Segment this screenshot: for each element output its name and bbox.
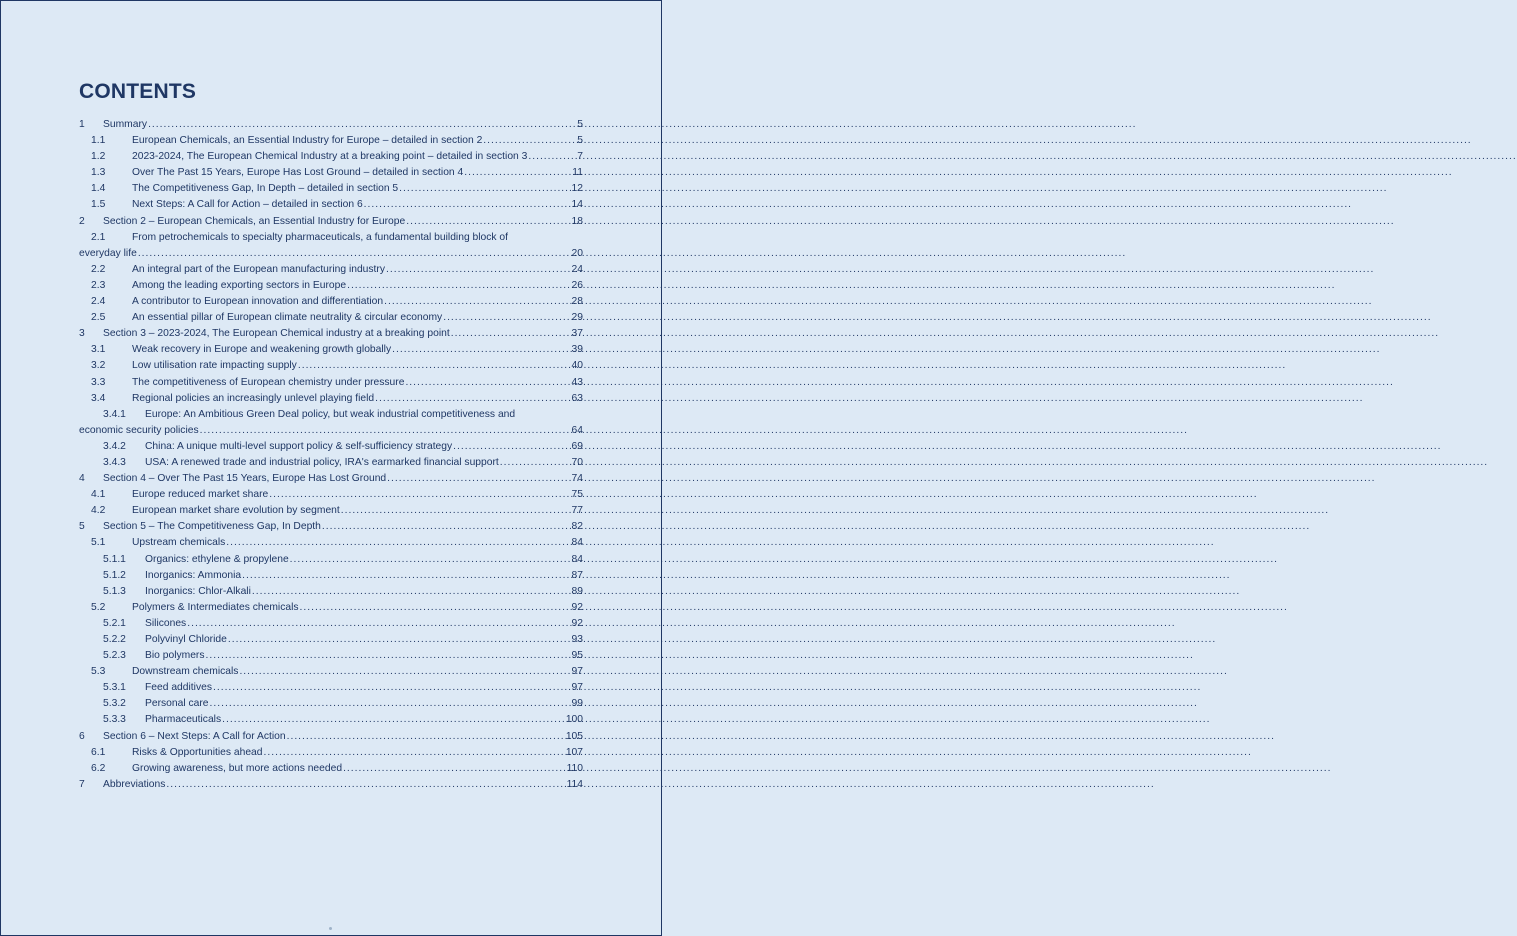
toc-number: 5.2.1 — [103, 617, 126, 629]
toc-page: 74 — [571, 473, 583, 485]
toc-number: 5.2.3 — [103, 650, 126, 662]
toc-page: 100 — [565, 714, 583, 726]
toc-number: 5.3 — [91, 666, 106, 678]
toc-page: 82 — [571, 521, 583, 533]
toc-page: 14 — [571, 199, 583, 211]
toc-title: Weak recovery in Europe and weakening growth globally — [132, 344, 392, 356]
toc-entry[interactable] — [79, 358, 583, 374]
toc-page: 84 — [571, 537, 583, 549]
toc-number: 2.3 — [91, 279, 106, 291]
toc-leader — [386, 262, 570, 278]
toc-title: China: A unique multi-level support policy & self-sufficiency strategy — [145, 440, 453, 452]
toc-entry[interactable] — [79, 471, 583, 487]
toc-number: 1.5 — [91, 199, 106, 211]
toc-entry[interactable] — [79, 616, 583, 632]
toc-number: 5.1 — [91, 537, 106, 549]
toc-page: 92 — [571, 601, 583, 613]
toc-leader — [443, 310, 569, 326]
toc-page: 24 — [571, 263, 583, 275]
toc-page: 29 — [571, 312, 583, 324]
toc-title: Inorganics: Ammonia — [145, 569, 242, 581]
toc-entry[interactable] — [79, 487, 583, 503]
toc-title: From petrochemicals to specialty pharmaceuticals, a fundamental building block of — [132, 231, 509, 243]
toc-leader — [347, 278, 569, 294]
toc-title: USA: A renewed trade and industrial policy, IRA's earmarked financial support — [145, 456, 499, 468]
toc-page: 40 — [571, 360, 583, 372]
toc-title: Regional policies an increasingly unlevel playing field — [132, 392, 375, 404]
toc-title: Next Steps: A Call for Action – detailed in section 6 — [132, 199, 363, 211]
toc-entry[interactable] — [79, 407, 583, 439]
toc-entry[interactable] — [79, 552, 583, 568]
toc-title: Personal care — [145, 698, 209, 710]
toc-title: Growing awareness, but more actions needed — [132, 762, 343, 774]
toc-leader — [166, 777, 564, 793]
toc-leader — [213, 680, 570, 696]
toc-number: 5.3.2 — [103, 698, 126, 710]
toc-leader — [500, 455, 570, 471]
toc-entry[interactable] — [79, 439, 583, 455]
toc-page: 39 — [571, 344, 583, 356]
toc-leader — [210, 696, 570, 712]
toc-entry[interactable] — [79, 632, 583, 648]
toc-number: 3 — [79, 328, 85, 340]
toc-leader — [200, 423, 570, 439]
toc-entry[interactable] — [79, 375, 583, 391]
toc-number: 5.3.1 — [103, 682, 126, 694]
toc-number: 3.4.3 — [103, 456, 126, 468]
toc-title: The Competitiveness Gap, In Depth – detailed in section 5 — [132, 183, 399, 195]
toc-leader — [406, 214, 569, 230]
toc-leader — [298, 358, 570, 374]
toc-entry[interactable] — [79, 342, 583, 358]
toc-leader — [464, 165, 570, 181]
toc-entry[interactable] — [79, 455, 583, 471]
toc-page: 110 — [566, 762, 583, 774]
toc-number: 7 — [79, 778, 85, 790]
toc-title: Among the leading exporting sectors in Europe — [132, 279, 347, 291]
toc-number: 4.2 — [91, 505, 106, 517]
page-footer-marker — [329, 927, 332, 930]
toc-entry[interactable] — [79, 568, 583, 584]
toc-number: 3.3 — [91, 376, 106, 388]
toc-title: Over The Past 15 Years, Europe Has Lost Ground – detailed in section 4 — [132, 167, 464, 179]
toc-entry[interactable] — [79, 696, 583, 712]
toc-entry-first-line — [103, 407, 583, 423]
toc-page: 105 — [565, 730, 583, 742]
toc-title: Low utilisation rate impacting supply — [132, 360, 297, 372]
toc-page: 97 — [571, 666, 583, 678]
toc-number: 1.1 — [91, 135, 106, 147]
toc-leader — [252, 584, 570, 600]
toc-number: 4 — [79, 473, 85, 485]
toc-entry[interactable] — [79, 777, 583, 793]
toc-entry[interactable] — [79, 165, 583, 181]
toc-page: 114 — [566, 778, 583, 790]
toc-leader — [300, 600, 570, 616]
toc-page: 75 — [571, 489, 583, 501]
toc-number: 6 — [79, 730, 85, 742]
toc-title: 2023-2024, The European Chemical Industry at a breaking point – detailed in section 3 — [132, 151, 528, 163]
toc-entry[interactable] — [79, 310, 583, 326]
toc-page: 99 — [571, 698, 583, 710]
toc-page: 11 — [572, 167, 583, 179]
toc-entry[interactable] — [79, 664, 583, 680]
toc-title: Feed additives — [145, 682, 212, 694]
toc-page: 69 — [571, 440, 583, 452]
toc-title: Europe reduced market share — [132, 489, 269, 501]
toc-page: 95 — [571, 650, 583, 662]
toc-page: 70 — [571, 456, 583, 468]
toc-page: 28 — [571, 296, 583, 308]
toc-page: 64 — [571, 424, 583, 436]
toc-number: 5 — [79, 521, 85, 533]
toc-title: Europe: An Ambitious Green Deal policy, but weak industrial competitiveness and — [145, 408, 516, 420]
toc-leader — [239, 664, 569, 680]
toc-number: 1.2 — [91, 151, 106, 163]
toc-page: 89 — [571, 585, 583, 597]
toc-page: 12 — [571, 183, 583, 195]
toc-title: Abbreviations — [103, 778, 166, 790]
toc-title: Upstream chemicals — [132, 537, 226, 549]
toc-leader — [187, 616, 569, 632]
toc-number: 3.4 — [91, 392, 106, 404]
toc-entry[interactable] — [79, 181, 583, 197]
toc-page: 7 — [577, 151, 583, 163]
toc-number: 4.1 — [91, 489, 106, 501]
toc-title: Section 2 – European Chemicals, an Essential Industry for Europe — [103, 215, 406, 227]
table-of-contents — [79, 117, 583, 793]
toc-page: 5 — [577, 119, 583, 130]
toc-title: An integral part of the European manufacturing industry — [132, 263, 385, 275]
toc-leader — [287, 729, 564, 745]
toc-entry[interactable] — [79, 729, 583, 745]
toc-leader — [483, 133, 575, 149]
toc-entry-continuation — [79, 423, 583, 439]
toc-title: Section 6 – Next Steps: A Call for Action — [103, 730, 286, 742]
toc-page: 63 — [571, 392, 583, 404]
toc-number: 5.1.2 — [103, 569, 126, 581]
toc-title: European market share evolution by segment — [132, 505, 340, 517]
toc-page: 84 — [571, 553, 583, 565]
toc-title: Section 4 – Over The Past 15 Years, Europe Has Lost Ground — [103, 473, 387, 485]
toc-entry[interactable] — [79, 712, 583, 728]
toc-page: 77 — [571, 505, 583, 517]
toc-page: 107 — [565, 746, 583, 758]
toc-entry[interactable] — [79, 117, 583, 133]
toc-number: 3.4.1 — [103, 408, 126, 420]
toc-page: 18 — [571, 215, 583, 227]
toc-title: European Chemicals, an Essential Industry for Europe – detailed in section 2 — [132, 135, 483, 147]
toc-leader — [387, 471, 569, 487]
toc-entry[interactable] — [79, 503, 583, 519]
toc-title: Section 5 – The Competitiveness Gap, In Depth — [103, 521, 321, 533]
toc-title-continuation: economic security policies — [79, 424, 199, 436]
toc-leader — [399, 181, 569, 197]
toc-number: 2.1 — [91, 231, 106, 243]
toc-leader — [451, 326, 570, 342]
toc-entry[interactable] — [79, 761, 583, 777]
toc-page: 92 — [571, 617, 583, 629]
toc-title: Polymers & Intermediates chemicals — [132, 601, 299, 613]
toc-leader — [405, 375, 569, 391]
toc-number: 1 — [79, 119, 85, 130]
toc-number: 3.4.2 — [103, 440, 126, 452]
toc-leader — [343, 761, 565, 777]
toc-page: 97 — [571, 682, 583, 694]
toc-title: Silicones — [145, 617, 187, 629]
toc-number: 2.5 — [91, 312, 106, 324]
toc-number: 2 — [79, 215, 85, 227]
toc-entry[interactable] — [79, 294, 583, 310]
toc-number: 6.2 — [91, 762, 106, 774]
toc-number: 1.4 — [91, 183, 106, 195]
toc-title: Downstream chemicals — [132, 666, 239, 678]
toc-leader — [138, 246, 570, 262]
toc-number: 6.1 — [91, 746, 106, 758]
toc-number: 5.1.3 — [103, 585, 126, 597]
toc-title: Organics: ethylene & propylene — [145, 553, 289, 565]
toc-title: Section 3 – 2023-2024, The European Chemical industry at a breaking point — [103, 328, 450, 340]
toc-entry[interactable] — [79, 262, 583, 278]
toc-leader — [264, 745, 564, 761]
toc-entry[interactable] — [79, 391, 583, 407]
toc-entry[interactable] — [79, 535, 583, 551]
toc-page: 87 — [571, 569, 583, 581]
toc-number: 3.1 — [91, 344, 106, 356]
toc-title: A contributor to European innovation and differentiation — [132, 296, 384, 308]
toc-entry[interactable] — [79, 648, 583, 664]
toc-entry[interactable] — [79, 600, 583, 616]
toc-number: 2.2 — [91, 263, 106, 275]
toc-title: Inorganics: Chlor-Alkali — [145, 585, 251, 597]
toc-entry[interactable] — [79, 745, 583, 761]
toc-entry[interactable] — [79, 133, 583, 149]
toc-leader — [384, 294, 569, 310]
toc-leader — [364, 197, 570, 213]
toc-leader — [341, 503, 570, 519]
toc-entry-continuation — [79, 246, 583, 262]
toc-title: Bio polymers — [145, 650, 205, 662]
toc-page: 37 — [571, 328, 583, 340]
toc-leader — [392, 342, 569, 358]
toc-leader — [290, 552, 570, 568]
toc-leader — [269, 487, 569, 503]
toc-title: Risks & Opportunities ahead — [132, 746, 263, 758]
toc-leader — [453, 439, 569, 455]
toc-title: An essential pillar of European climate neutrality & circular economy — [132, 312, 443, 324]
toc-leader — [228, 632, 570, 648]
toc-leader — [226, 535, 569, 551]
toc-leader — [222, 712, 564, 728]
toc-leader — [322, 519, 570, 535]
toc-leader — [148, 117, 575, 133]
toc-leader — [242, 568, 569, 584]
toc-number: 5.2 — [91, 601, 106, 613]
toc-number: 5.2.2 — [103, 634, 126, 645]
toc-page: 5 — [577, 135, 583, 147]
toc-entry[interactable] — [79, 278, 583, 294]
toc-entry[interactable] — [79, 230, 583, 262]
toc-page: 20 — [571, 247, 583, 259]
toc-page: 93 — [571, 634, 583, 645]
toc-number: 5.1.1 — [103, 553, 126, 565]
toc-title: Polyvinyl Chloride — [145, 634, 227, 645]
toc-entry-first-line — [91, 230, 583, 246]
toc-title: Pharmaceuticals — [145, 714, 222, 726]
toc-leader — [528, 149, 575, 165]
toc-entry[interactable] — [79, 214, 583, 230]
toc-number: 1.3 — [91, 167, 106, 179]
toc-title-continuation: everyday life — [79, 247, 137, 259]
toc-entry[interactable] — [79, 584, 583, 600]
toc-entry[interactable] — [79, 519, 583, 535]
contents-heading: CONTENTS — [79, 80, 197, 103]
toc-entry[interactable] — [79, 680, 583, 696]
toc-page: 43 — [571, 376, 583, 388]
toc-entry[interactable] — [79, 197, 583, 213]
toc-leader — [375, 391, 569, 407]
toc-title: Summary — [103, 119, 148, 130]
toc-number: 3.2 — [91, 360, 106, 372]
toc-page: 26 — [571, 279, 583, 291]
toc-entry[interactable] — [79, 326, 583, 342]
toc-entry[interactable] — [79, 149, 583, 165]
toc-number: 5.3.3 — [103, 714, 126, 726]
toc-title: The competitiveness of European chemistry under pressure — [132, 376, 405, 388]
toc-number: 2.4 — [91, 296, 106, 308]
toc-leader — [206, 648, 570, 664]
